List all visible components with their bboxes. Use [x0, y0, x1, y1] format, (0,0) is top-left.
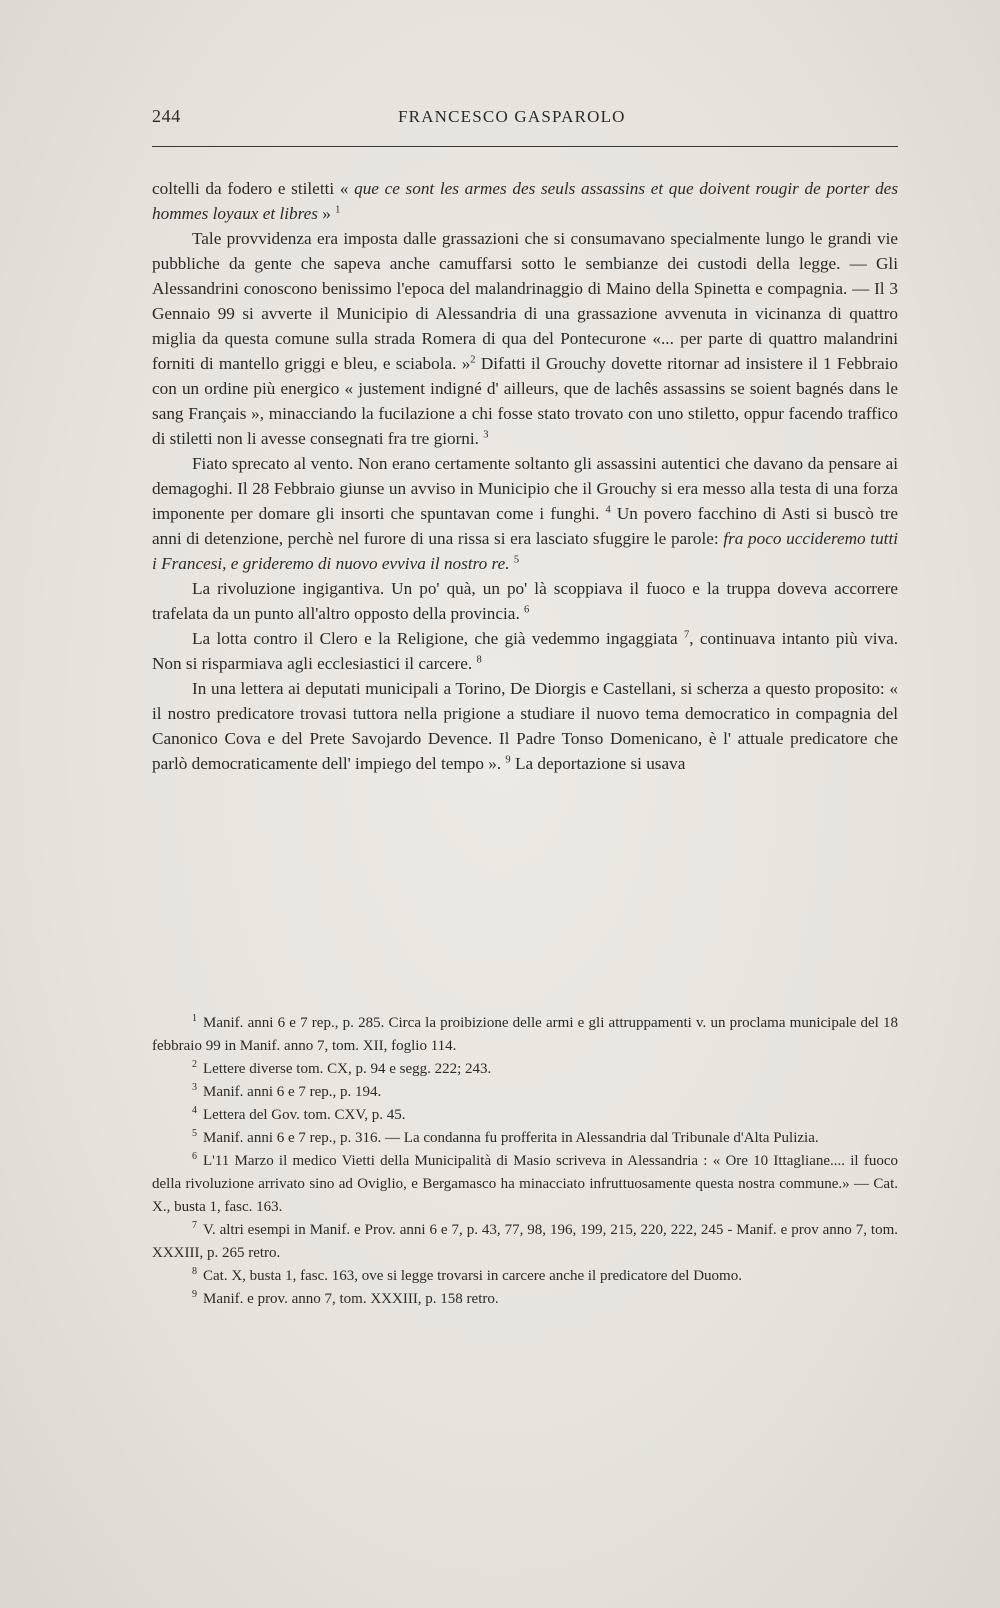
- footnote: [152, 1127, 898, 1150]
- footnote-number: 9: [192, 1289, 197, 1300]
- page-number: 244: [152, 106, 181, 126]
- italic-quote: fra poco uccideremo tutti i Francesi, e grideremo di nuovo evviva il nostro re.: [152, 529, 898, 573]
- footnote-ref: 7: [684, 629, 690, 641]
- footnote-text: Lettera del Gov. tom. CXV, p. 45.: [203, 1107, 406, 1123]
- text-run: La rivoluzione ingigantiva. Un po' quà, un po' là scoppiava il fuoco e la truppa doveva accorrere trafelata da un punto all'altro opposto della provincia.: [152, 579, 898, 623]
- footnote-ref: 4: [605, 504, 611, 516]
- text-run: Difatti il Grouchy dovette ritornar ad insistere il 1 Febbraio con un ordine più energico « justement indigné d' ailleurs, que de lachês assassins se soient bagnés dans le sang Français », minacciando la fucilazione a chi fosse stato trovato con uno stiletto, oppur facendo traffico di stiletti non li avesse consegnati fra tre giorni.: [152, 354, 898, 448]
- text-run: La lotta contro il Clero e la Religione, che già vedemmo ingaggiata: [192, 629, 685, 648]
- footnote-number: 3: [192, 1082, 197, 1093]
- footnote: [152, 1219, 898, 1265]
- footnote-ref: 1: [335, 204, 341, 216]
- footnote-number: 1: [192, 1013, 197, 1024]
- page-header: [152, 106, 898, 132]
- footnote-text: Lettere diverse tom. CX, p. 94 e segg. 222; 243.: [203, 1061, 492, 1077]
- footnotes: [152, 1012, 898, 1311]
- footnote-number: 8: [192, 1266, 197, 1277]
- footnote: [152, 1288, 898, 1311]
- footnote-ref: 8: [476, 654, 482, 666]
- text-run: Un povero facchino di Asti si buscò tre anni di detenzione, perchè nel furore di una rissa si era lasciato sfuggire le parole:: [152, 504, 898, 548]
- footnote-number: 5: [192, 1128, 197, 1139]
- header-rule: [152, 146, 898, 147]
- footnote-ref: 2: [470, 354, 476, 366]
- paragraph-4: [152, 576, 898, 626]
- footnote-ref: 6: [524, 604, 530, 616]
- text-run: »: [317, 204, 336, 223]
- footnote-number: 6: [192, 1151, 197, 1162]
- footnote-text: Manif. e prov. anno 7, tom. XXXIII, p. 158 retro.: [203, 1291, 499, 1307]
- footnote: [152, 1265, 898, 1288]
- footnote: [152, 1012, 898, 1058]
- paragraph-6: [152, 676, 898, 776]
- footnote-number: 7: [192, 1220, 197, 1231]
- footnote-ref: 9: [505, 754, 511, 766]
- running-head: FRANCESCO GASPAROLO: [398, 107, 626, 126]
- paragraph-2: [152, 226, 898, 451]
- footnote-text: L'11 Marzo il medico Vietti della Municipalità di Masio scriveva in Alessandria : « Ore 10 Ittagliane.... il fuoco della rivoluzione arrivato sino ad Oviglio, e Bergamasco ha minacciato infruttuosamente questa nostra commune.» — Cat. X., busta 1, fasc. 163.: [152, 1153, 898, 1215]
- footnote-text: Manif. anni 6 e 7 rep., p. 194.: [203, 1084, 382, 1100]
- text-run: Tale provvidenza era imposta dalle grassazioni che si consumavano specialmente lungo le grandi vie pubbliche da gente che sapeva anche camuffarsi sotto le sembianze dei custodi della legge. — Gli Alessandrini conoscono benissimo l'epoca del malandrinaggio di Maino della Spinetta e compagnia. — Il 3 Gennaio 99 si avverte il Municipio di Alessandria di una grassazione avvenuta in vicinanza di quattro miglia da questa comune sulla strada Romera di qua del Pontecurone «... per parte di quattro malandrini forniti di mantello griggi e bleu, e sciabola. »: [152, 229, 898, 373]
- footnote: [152, 1150, 898, 1219]
- body-text: [152, 176, 898, 776]
- footnote-text: Manif. anni 6 e 7 rep., p. 316. — La condanna fu profferita in Alessandria dal Tribunale d'Alta Pulizia.: [203, 1130, 819, 1146]
- footnote-text: V. altri esempi in Manif. e Prov. anni 6 e 7, p. 43, 77, 98, 196, 199, 215, 220, 222, 245 - Manif. e prov anno 7, tom. XXXIII, p. 265 retro.: [152, 1222, 898, 1261]
- text-run: In una lettera ai deputati municipali a Torino, De Diorgis e Castellani, si scherza a questo proposito: « il nostro predicatore trovasi tuttora nella prigione a studiare il nuovo tema democratico in compagnia del Canonico Cova e del Prete Savojardo Devence. Il Padre Tonso Domenicano, è l' attuale predicatore che parlò democraticamente dell' impiego del tempo ».: [152, 679, 898, 773]
- paragraph-1: [152, 176, 898, 226]
- footnote-text: Cat. X, busta 1, fasc. 163, ove si legge trovarsi in carcere anche il predicatore del Duomo.: [203, 1268, 742, 1284]
- paragraph-3: [152, 451, 898, 576]
- text-run: Fiato sprecato al vento. Non erano certamente soltanto gli assassini autentici che davano da pensare ai demagoghi. Il 28 Febbraio giunse un avviso in Municipio che il Grouchy si era messo alla testa di una forza imponente per domare gli insorti che spuntavan come i funghi.: [152, 454, 898, 523]
- text-run: , continuava intanto più viva. Non si risparmiava agli ecclesiastici il carcere.: [152, 629, 898, 673]
- footnote-ref: 3: [483, 429, 489, 441]
- text-run: La deportazione si usava: [510, 754, 686, 773]
- footnote: [152, 1058, 898, 1081]
- italic-quote: que ce sont les armes des seuls assassins et que doivent rougir de porter des hommes loyaux et libres: [152, 179, 899, 223]
- text-run: coltelli da fodero e stiletti «: [152, 179, 355, 198]
- footnote-number: 2: [192, 1059, 197, 1070]
- paragraph-5: [152, 626, 898, 676]
- footnote: [152, 1104, 898, 1127]
- footnote: [152, 1081, 898, 1104]
- footnote-text: Manif. anni 6 e 7 rep., p. 285. Circa la proibizione delle armi e gli attruppamenti v. un proclama municipale del 18 febbraio 99 in Manif. anno 7, tom. XII, foglio 114.: [152, 1015, 898, 1054]
- footnote-ref: 5: [513, 554, 520, 566]
- footnote-number: 4: [192, 1105, 197, 1116]
